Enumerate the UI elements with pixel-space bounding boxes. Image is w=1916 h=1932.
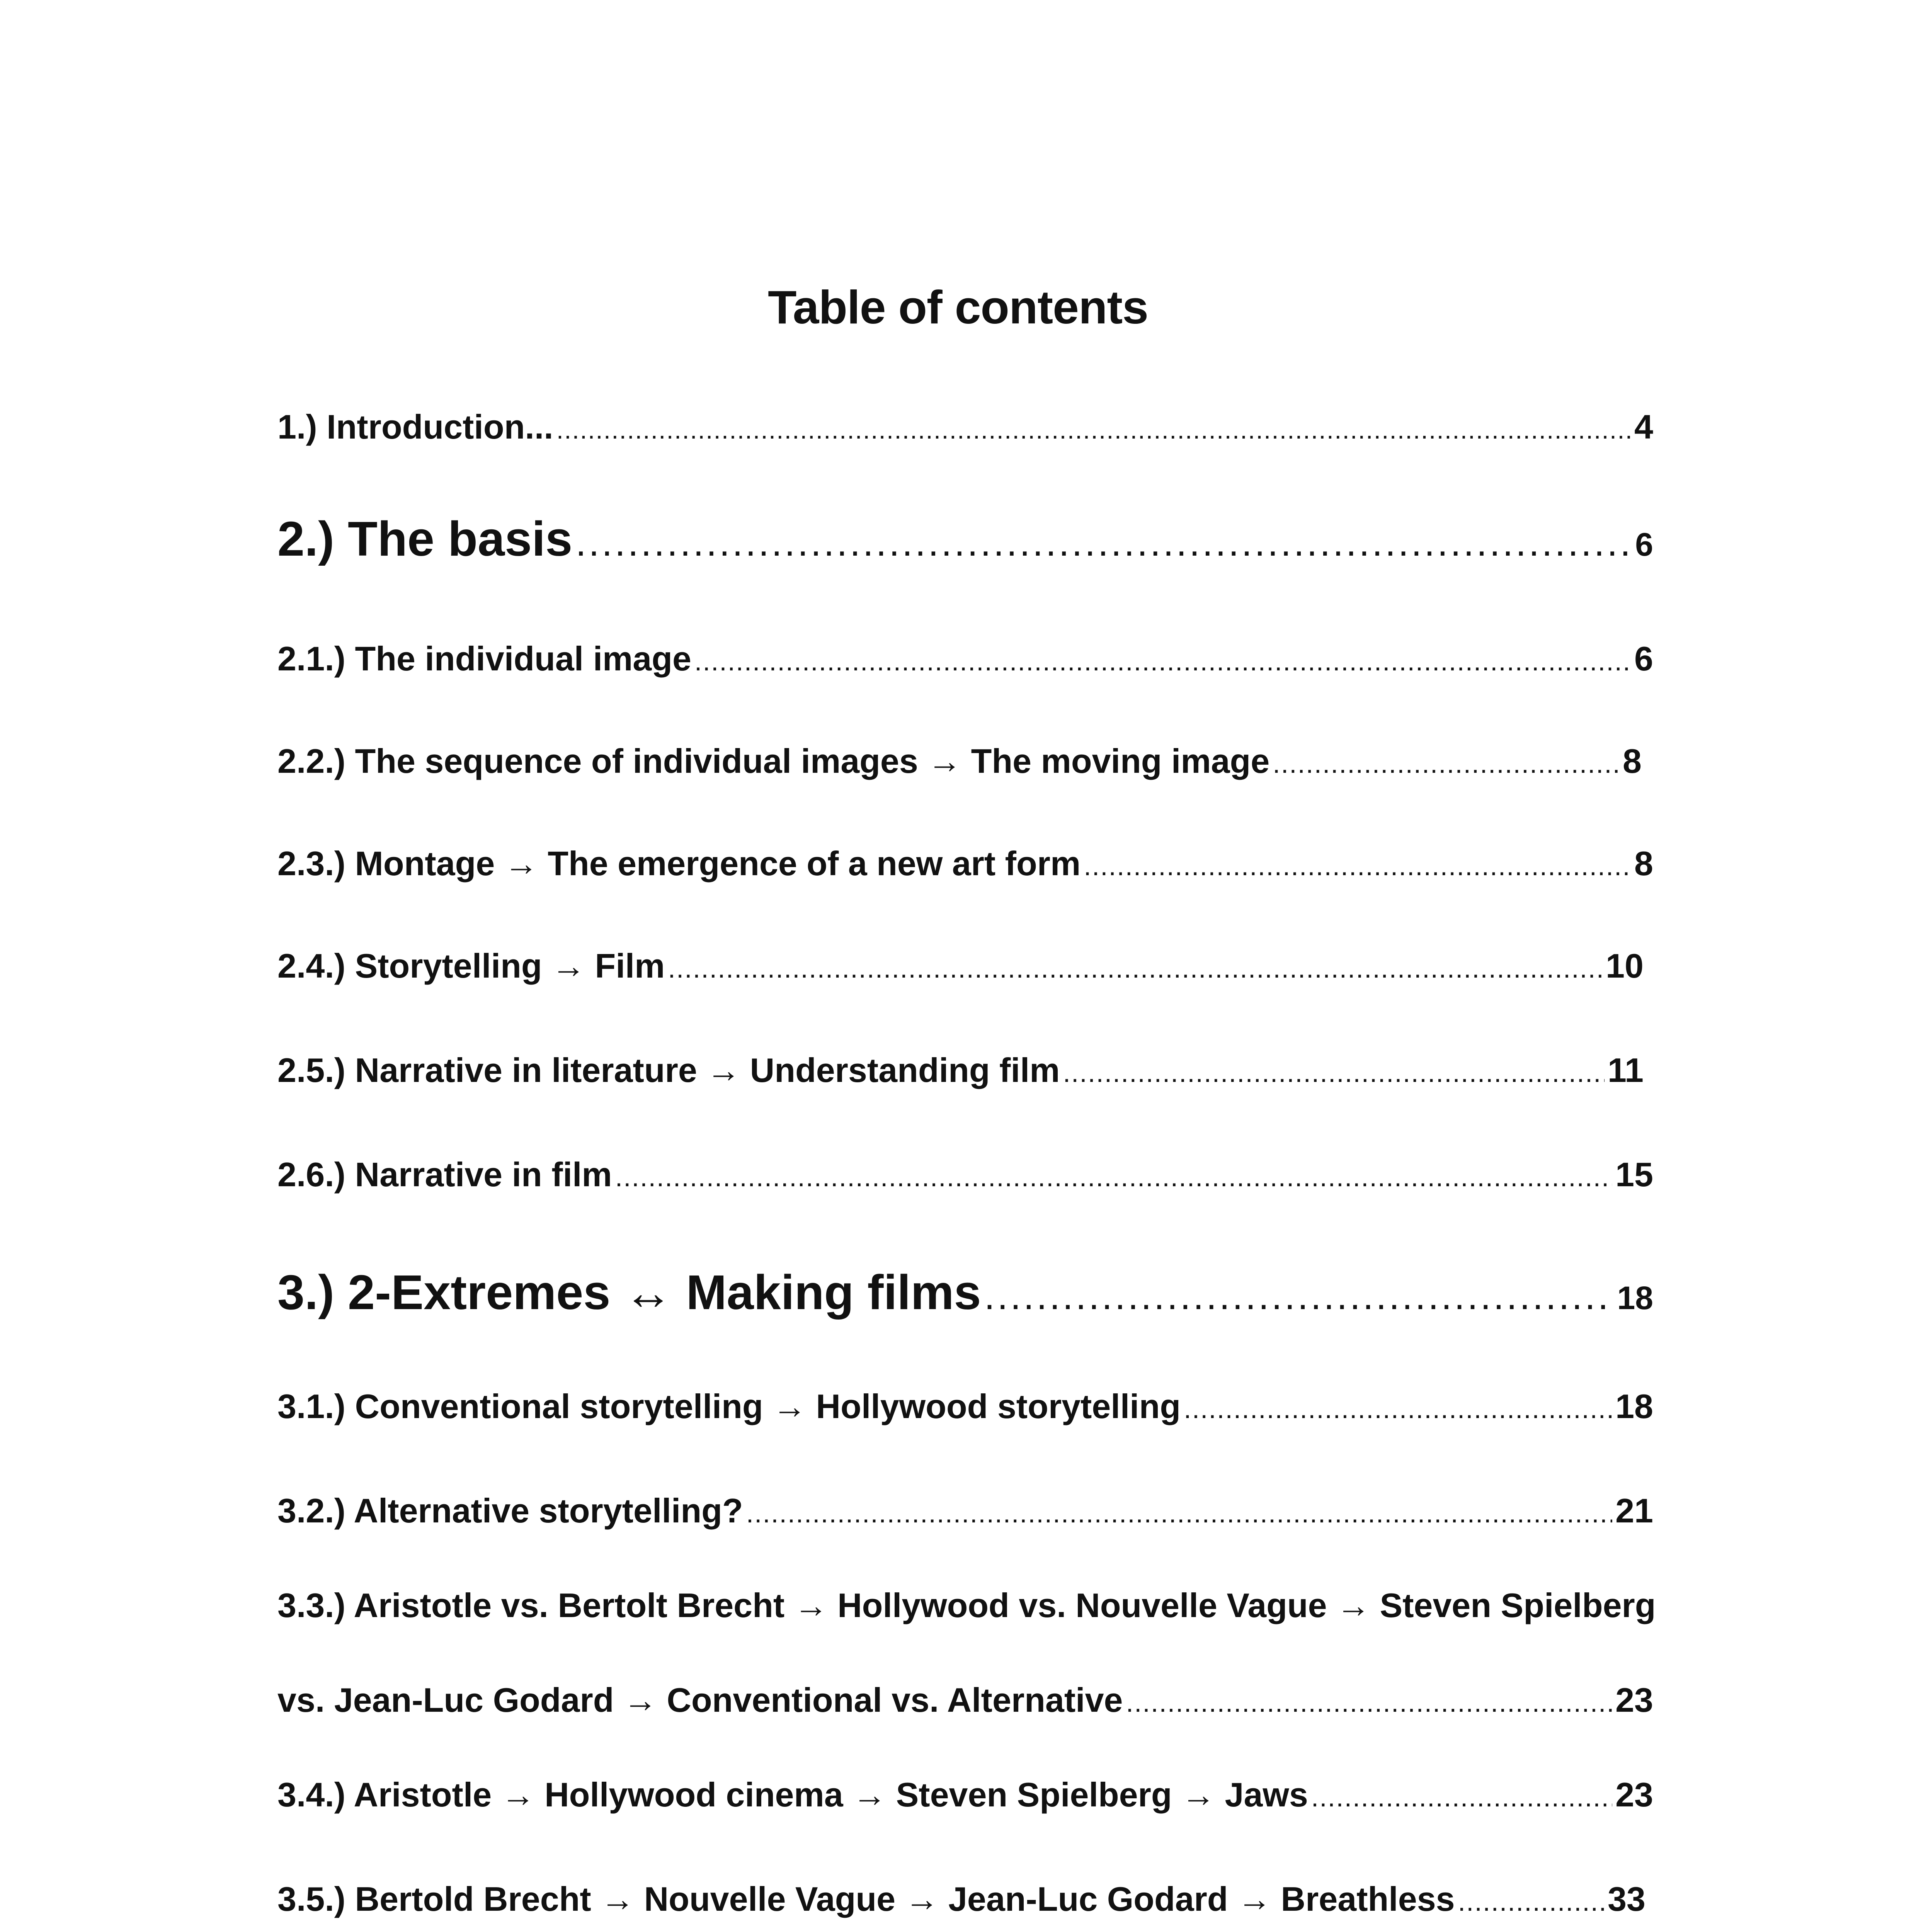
toc-entry-page: 18: [1617, 1280, 1653, 1316]
toc-entry[interactable]: [277, 1049, 1644, 1094]
toc-entry-label: 1.) Introduction...: [277, 408, 553, 446]
toc-entry[interactable]: [277, 740, 1642, 785]
toc-leader-dots: [1126, 1681, 1613, 1724]
toc-leader-dots: [1458, 1880, 1605, 1923]
toc-leader-dots: [1273, 742, 1620, 785]
toc-entry-first-line[interactable]: 3.3.) Aristotle vs. Bertolt Brecht → Hollywood vs. Nouvelle Vague → Steven Spielberg: [277, 1586, 1656, 1624]
toc-entry-page: 4: [1634, 408, 1653, 446]
toc-entry-page: 11: [1607, 1051, 1644, 1089]
toc-leader-dots: [575, 514, 1632, 571]
toc-leader-dots: [668, 947, 1603, 990]
toc-leader-dots: [984, 1267, 1614, 1325]
toc-entry[interactable]: [277, 510, 1653, 573]
toc-entry[interactable]: [277, 842, 1653, 887]
toc-leader-dots: [1311, 1776, 1612, 1818]
toc-entry-page: 6: [1635, 526, 1653, 563]
toc-leader-dots: [1063, 1051, 1604, 1094]
page-title: Table of contents: [768, 281, 1148, 333]
toc-entry-page: 23: [1615, 1681, 1653, 1719]
toc-entry-page: 23: [1615, 1776, 1653, 1814]
toc-entry-label: 2.6.) Narrative in film: [277, 1155, 612, 1194]
toc-entry-label: vs. Jean-Luc Godard → Conventional vs. Alternative: [277, 1681, 1123, 1719]
toc-entry-page: 21: [1615, 1492, 1653, 1530]
toc-entry-page: 6: [1634, 639, 1653, 678]
toc-entry[interactable]: [277, 1385, 1653, 1430]
toc-entry-label: 2.3.) Montage → The emergence of a new art form: [277, 844, 1081, 883]
toc-leader-dots: [615, 1156, 1612, 1198]
toc-entry-page: 8: [1634, 844, 1653, 883]
toc-entry-label: 2.2.) The sequence of individual images → The moving image: [277, 742, 1270, 780]
toc-entry[interactable]: [277, 638, 1653, 682]
toc-entry[interactable]: [277, 1878, 1645, 1923]
toc-entry[interactable]: [277, 1490, 1653, 1534]
toc-entry-page: 15: [1615, 1155, 1653, 1194]
toc-leader-dots: [556, 408, 1631, 451]
toc-entry[interactable]: [277, 945, 1644, 990]
toc-entry-label: 3.2.) Alternative storytelling?: [277, 1492, 743, 1530]
toc-entry[interactable]: [277, 1153, 1653, 1198]
toc-entry[interactable]: [277, 1679, 1653, 1724]
toc-leader-dots: [694, 640, 1631, 682]
toc-entry-label: 3.5.) Bertold Brecht → Nouvelle Vague → Jean-Luc Godard → Breathless: [277, 1880, 1455, 1918]
toc-entry-label: 3.) 2-Extremes ↔ Making films: [277, 1265, 981, 1320]
toc-entry[interactable]: [277, 1774, 1653, 1818]
toc-entry-label: 2.4.) Storytelling → Film: [277, 947, 665, 985]
toc-leader-dots: [1084, 845, 1631, 887]
toc-entry-page: 8: [1623, 742, 1642, 780]
toc-entry-label: 2.) The basis: [277, 512, 573, 566]
toc-leader-dots: [746, 1492, 1613, 1534]
toc-entry[interactable]: [277, 1264, 1653, 1327]
toc-entry-label: 2.1.) The individual image: [277, 639, 691, 678]
toc-entry-page: 33: [1608, 1880, 1645, 1918]
toc-leader-dots: [1184, 1388, 1612, 1430]
toc-entry-page: 18: [1615, 1387, 1653, 1425]
toc-entry-page: 10: [1606, 947, 1644, 985]
table-of-contents: [277, 0, 1656, 1932]
toc-entry-label: 2.5.) Narrative in literature → Understanding film: [277, 1051, 1060, 1089]
toc-entry-label: 3.4.) Aristotle → Hollywood cinema → Steven Spielberg → Jaws: [277, 1776, 1308, 1814]
toc-entry-label: 3.1.) Conventional storytelling → Hollywood storytelling: [277, 1387, 1181, 1425]
toc-entry[interactable]: [277, 406, 1653, 451]
